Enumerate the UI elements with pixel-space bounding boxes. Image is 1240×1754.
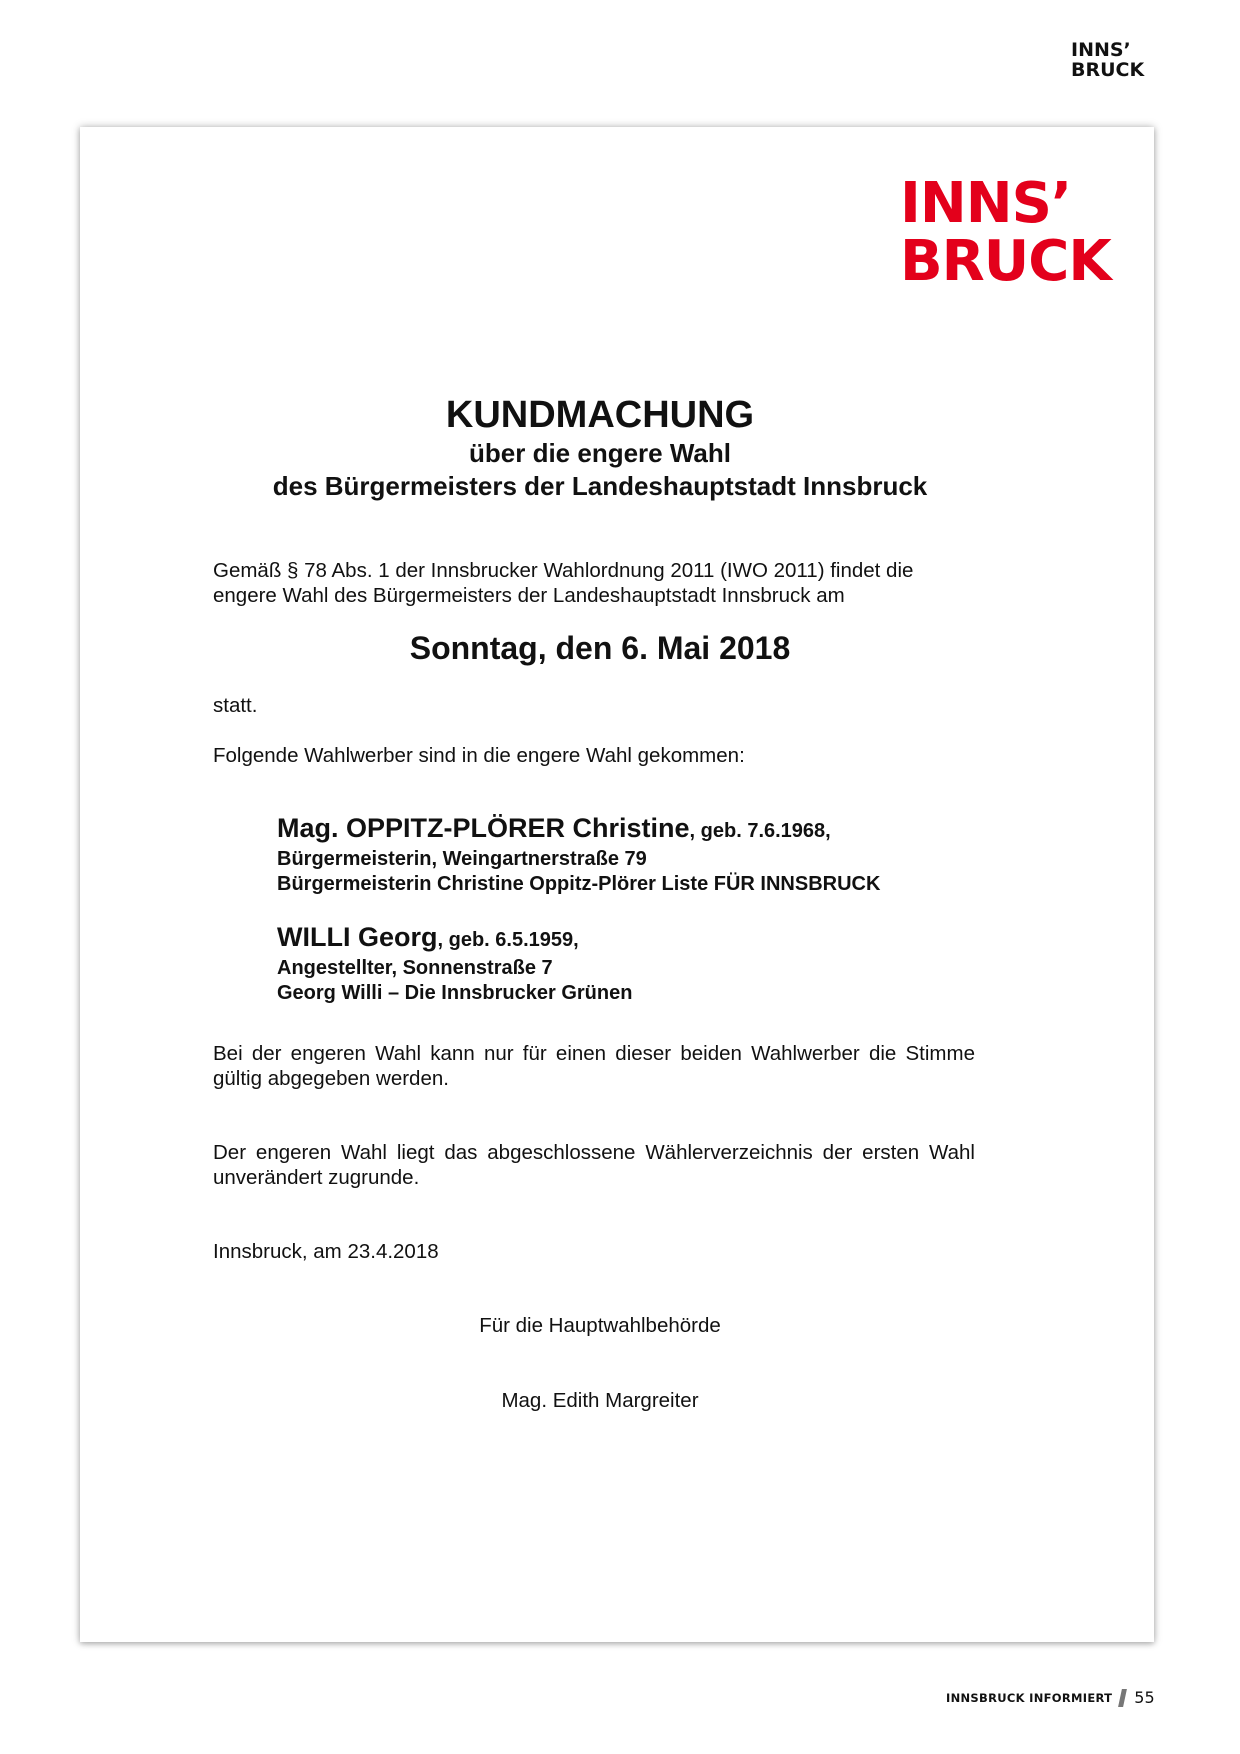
footer-divider: [1118, 1689, 1127, 1707]
header-logo-line2: BRUCK: [1071, 59, 1145, 81]
register-note: Der engeren Wahl liegt das abgeschlossene Wählerverzeichnis der ersten Wahl unverändert zugrunde.: [213, 1141, 975, 1189]
announcement-document: [80, 127, 1154, 1642]
candidate-2-dob: , geb. 6.5.1959,: [437, 929, 579, 951]
innsbruck-logo: [900, 171, 1111, 294]
candidates-intro: Folgende Wahlwerber sind in die engere Wahl gekommen:: [213, 744, 745, 767]
candidate-2-list: Georg Willi – Die Innsbrucker Grünen: [277, 982, 633, 1004]
intro-line-2: engere Wahl des Bürgermeisters der Landeshauptstadt Innsbruck am: [213, 584, 845, 607]
candidate-2: [277, 921, 1037, 1006]
document-subtitle-1: über die engere Wahl: [469, 438, 731, 468]
candidate-1-list: Bürgermeisterin Christine Oppitz-Plörer Liste FÜR INNSBRUCK: [277, 873, 881, 895]
election-date: Sonntag, den 6. Mai 2018: [409, 630, 791, 666]
publication-name: INNSBRUCK INFORMIERT: [946, 1690, 1113, 1705]
candidate-2-occupation: Angestellter, Sonnenstraße 7: [277, 957, 553, 979]
header-logo-line1: INNS’: [1071, 39, 1131, 61]
logo-line2: BRUCK: [900, 229, 1111, 294]
candidate-2-name: WILLI Georg: [277, 922, 438, 952]
candidate-1-dob: , geb. 7.6.1968,: [689, 820, 831, 842]
header-logo: [1071, 40, 1144, 80]
candidate-1: [277, 812, 1037, 897]
document-subtitle-2: des Bürgermeisters der Landeshauptstadt Innsbruck: [272, 471, 928, 501]
intro-line-1: Gemäß § 78 Abs. 1 der Innsbrucker Wahlordnung 2011 (IWO 2011) findet die: [213, 559, 914, 582]
candidate-1-occupation: Bürgermeisterin, Weingartnerstraße 79: [277, 848, 647, 870]
vote-note: Bei der engeren Wahl kann nur für einen dieser beiden Wahlwerber die Stimme gültig abgegeben werden.: [213, 1042, 975, 1090]
signatory: Mag. Edith Margreiter: [501, 1389, 699, 1412]
authority: Für die Hauptwahlbehörde: [479, 1314, 721, 1337]
place-date: Innsbruck, am 23.4.2018: [213, 1240, 439, 1263]
page-number: 55: [1134, 1688, 1155, 1707]
intro-paragraph: [213, 558, 975, 608]
page-footer: [946, 1688, 1155, 1707]
document-title: KUNDMACHUNG: [445, 394, 755, 436]
statt-text: statt.: [213, 694, 258, 717]
logo-line1: INNS’: [900, 171, 1072, 236]
candidate-1-name: Mag. OPPITZ-PLÖRER Christine: [277, 813, 690, 843]
